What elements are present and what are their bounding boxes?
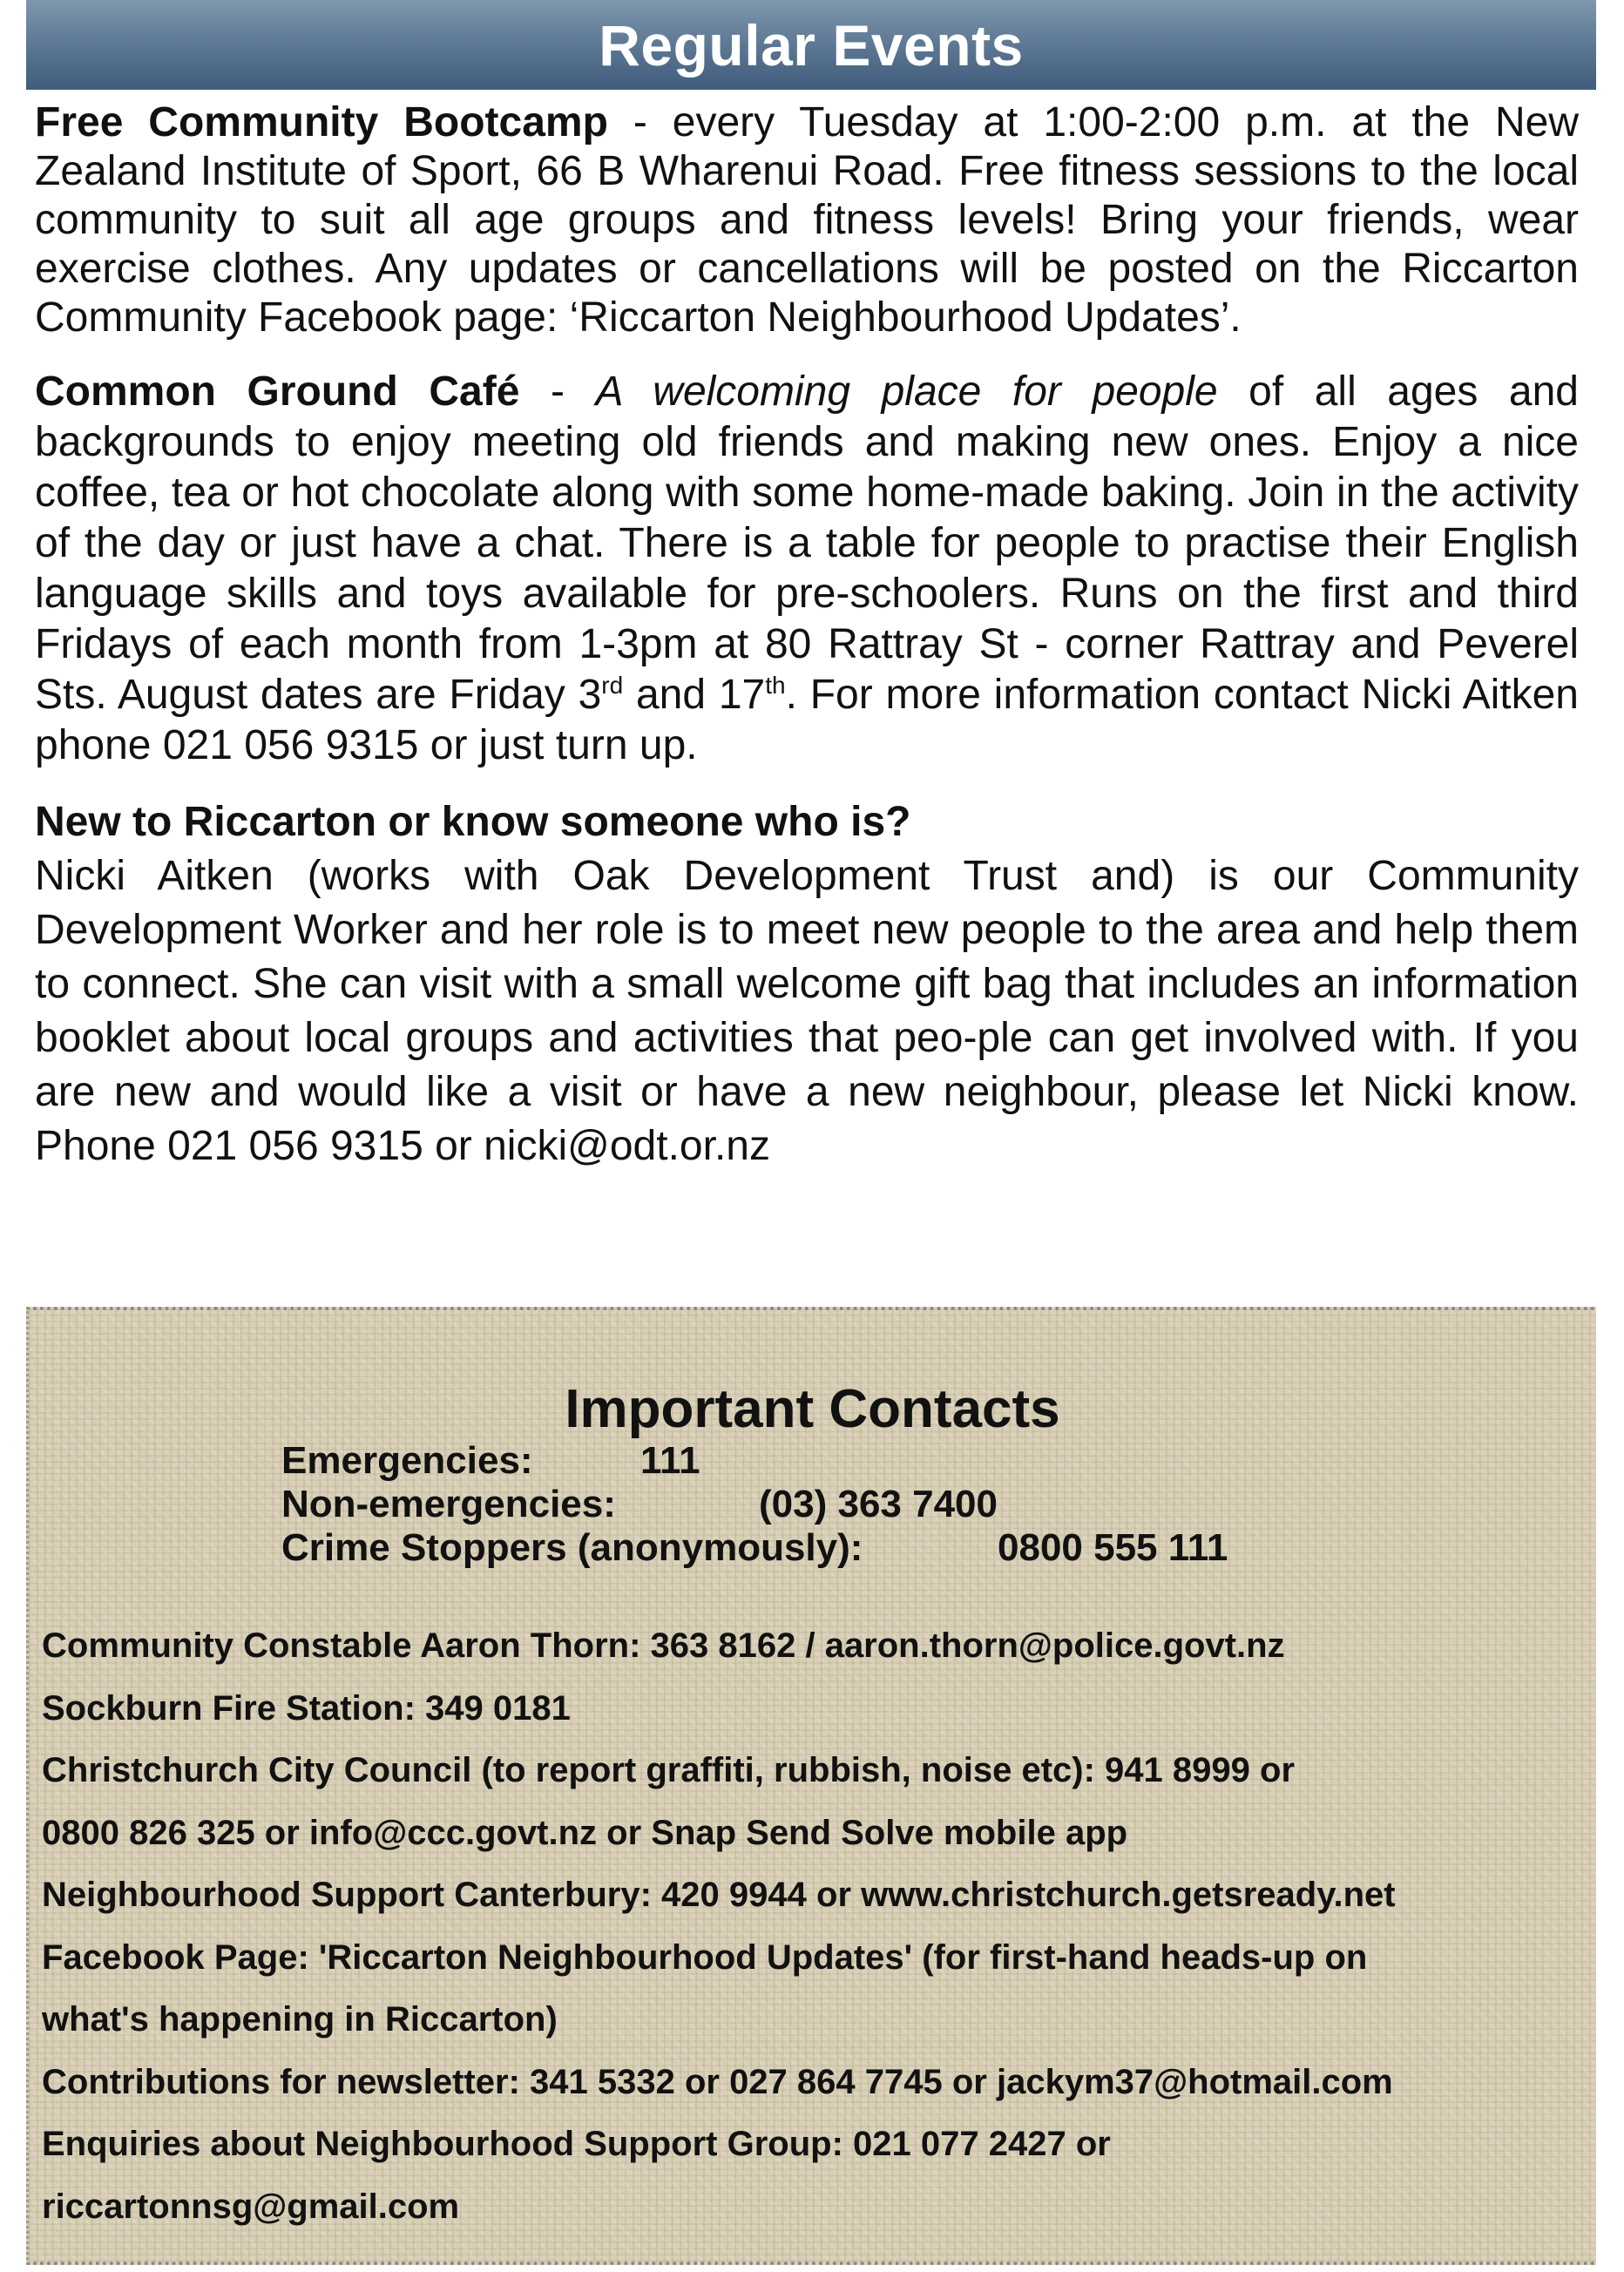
- regular-events-banner: [26, 0, 1596, 90]
- event-bootcamp-body: - every Tuesday at 1:00-2:00 p.m. at the New Zealand Institute of Sport, 66 B Wharenui Road. Free fitness sessions to the local community to suit all age groups and fitness levels! Bring your friends, wear exercise clothes. Any updates or cancellations will be posted on the Riccarton Community Facebook page: ‘Riccarton Neighbourhood Updates’.: [35, 99, 1580, 341]
- event-common-ground-dash: -: [519, 369, 596, 415]
- event-common-ground-sup-th: th: [765, 672, 786, 699]
- important-contacts-panel: [26, 1307, 1596, 2265]
- event-new-to-riccarton: [35, 795, 1579, 1173]
- event-new-to-riccarton-title: New to Riccarton or know someone who is?: [35, 799, 911, 845]
- contact-line: what's happening in Riccarton): [42, 2000, 558, 2039]
- event-common-ground-sup-rd: rd: [601, 672, 624, 699]
- key-contact-label: Non-emergencies:: [281, 1483, 616, 1525]
- key-contacts: [281, 1439, 1228, 1570]
- contact-line: 0800 826 325 or info@ccc.govt.nz or Snap Send Solve mobile app: [42, 1813, 1128, 1852]
- event-new-to-riccarton-body: Nicki Aitken (works with Oak Development Trust and) is our Community Development Worker and her role is to meet new people to the area and help them to connect. She can visit with a small welcome gift bag that includes an information booklet about local groups and activities that peo-ple can get involved with. If you are new and would like a visit or have a new neighbour, please let Nicki know. Phone 021 056 9315 or nicki@odt.or.nz: [35, 853, 1579, 1169]
- contact-line: riccartonnsg@gmail.com: [42, 2187, 460, 2226]
- contact-line: Neighbourhood Support Canterbury: 420 9944 or www.christchurch.getsready.net: [42, 1876, 1396, 1914]
- contact-line: Sockburn Fire Station: 349 0181: [42, 1688, 571, 1728]
- contact-line: Christchurch City Council (to report graffiti, rubbish, noise etc): 941 8999 or: [42, 1751, 1296, 1789]
- event-common-ground-body-b: and 17: [623, 672, 766, 718]
- contact-line: Contributions for newsletter: 341 5332 or 027 864 7745 or jackym37@hotmail.com: [42, 2062, 1393, 2101]
- event-common-ground-title: Common Ground Café: [35, 369, 520, 415]
- event-common-ground: [35, 367, 1579, 771]
- event-bootcamp-title: Free Community Bootcamp: [35, 99, 608, 145]
- key-contact-value: (03) 363 7400: [759, 1483, 998, 1525]
- event-common-ground-tagline: A welcoming place for people: [595, 369, 1218, 415]
- key-contact-value: 0800 555 111: [998, 1526, 1228, 1569]
- contact-line: Enquiries about Neighbourhood Support Group: 021 077 2427 or: [42, 2125, 1111, 2163]
- key-contact-value: 111: [640, 1439, 700, 1482]
- key-contact-label: Emergencies:: [281, 1439, 533, 1482]
- key-contact-label: Crime Stoppers (anonymously):: [281, 1526, 863, 1569]
- key-contact-emergencies: [281, 1439, 1228, 1483]
- banner-title: Regular Events: [599, 12, 1024, 78]
- contact-list: [42, 1615, 1396, 2238]
- event-common-ground-body-a: of all ages and backgrounds to enjoy meeting old friends and making new ones. Enjoy a nice coffee, tea or hot chocolate along with some home-made baking. Join in the activity of the day or just have a chat. There is a table for people to practise their English language skills and toys available for pre-schoolers. Runs on the first and third Fridays of each month from 1-3pm at 80 Rattray St - corner Rattray and Peverel Sts. August dates are Friday 3: [35, 369, 1580, 718]
- key-contact-non-emergencies: [281, 1483, 1228, 1526]
- key-contact-crime-stoppers: [281, 1526, 1228, 1570]
- contacts-title: Important Contacts: [565, 1379, 1060, 1439]
- event-bootcamp: [35, 98, 1579, 342]
- contact-line: Community Constable Aaron Thorn: 363 8162 / aaron.thorn@police.govt.nz: [42, 1626, 1285, 1665]
- contact-line: Facebook Page: 'Riccarton Neighbourhood Updates' (for first-hand heads-up on: [42, 1937, 1368, 1977]
- events-section: [35, 98, 1579, 1173]
- event-common-ground-body-c: . For more information contact Nicki Aitken phone 021 056 9315 or just turn up.: [35, 672, 1579, 768]
